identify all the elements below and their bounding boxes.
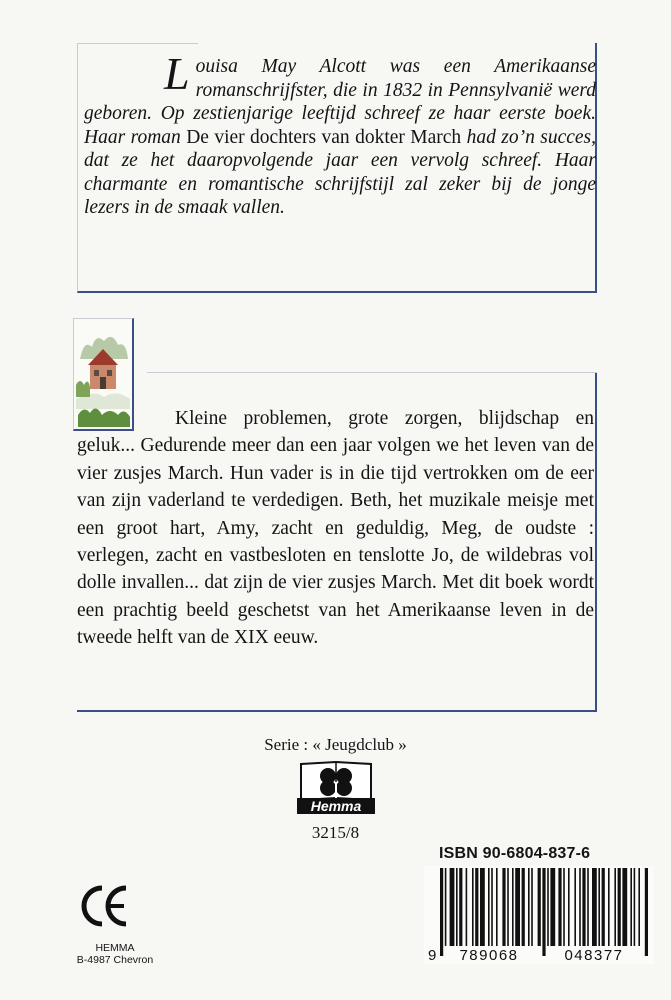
barcode-right-digits: 048377 — [564, 947, 624, 964]
hemma-logo — [297, 758, 375, 818]
barcode-left-digits: 789068 — [459, 947, 519, 964]
publisher-info — [70, 942, 160, 966]
summary-text: Kleine problemen, grote zorgen, blijdschap en geluk... Gedurende meer dan een jaar volgen we het leven van de vier zusjes March. Hun vader is in die tijd vertrokken om de eer van zijn vaderland te verdedigen. Beth, het muzikale meisje met een groot hart, Amy, zacht en geduldig, Meg, de oudste : verlegen, zacht en vastbesloten en tenslotte Jo, de wildebras vol dolle invallen... dat zijn de vier zusjes March. Met dit boek wordt een prachtig beeld geschetst van het Amerikaanse leven in de tweede helft van de XIX eeuw. — [77, 408, 594, 649]
drop-cap: L — [164, 48, 190, 99]
author-blurb-part-1: ouisa May Alcott was een Amerikaanse romanschrijfster, die in 1832 in Pennsylvanië werd geboren. Op zestienjarige leeftijd schreef ze haar eerste boek. Haar roman — [84, 56, 596, 148]
barcode-lead-digit: 9 — [428, 947, 437, 964]
catalog-code: 3215/8 — [311, 823, 360, 842]
author-blurb-box — [77, 43, 597, 293]
summary-box — [77, 372, 597, 712]
book-title: De vier dochters van dokter March — [186, 126, 462, 148]
barcode — [424, 866, 654, 964]
box-accent-line — [147, 372, 597, 373]
publisher-name: HEMMA — [95, 942, 135, 954]
publisher-address: B-4987 Chevron — [76, 954, 154, 966]
box-accent-line — [78, 43, 198, 44]
author-blurb-text — [84, 48, 596, 220]
series-label: Serie : « Jeugdclub » — [264, 735, 407, 754]
svg-text:Hemma: Hemma — [310, 798, 362, 814]
author-blurb-part-2: had zo’n succes, dat ze het daaropvolgende jaar een vervolg schreef. Haar charmante en romantische schrijfstijl zal zeker bij de jonge lezers in de smaak vallen. — [84, 126, 596, 218]
ce-mark — [78, 880, 130, 932]
isbn-text: ISBN 90-6804-837-6 — [439, 845, 591, 862]
